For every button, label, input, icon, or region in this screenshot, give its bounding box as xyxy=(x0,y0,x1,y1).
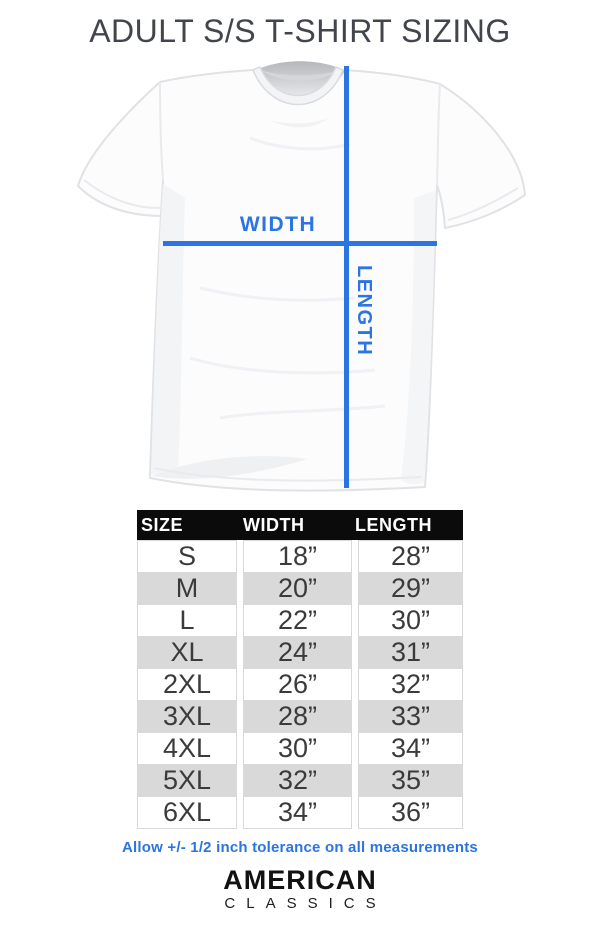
size-cell: 5XL xyxy=(137,764,237,797)
length-cell: 31” xyxy=(358,636,463,669)
size-table-header xyxy=(137,510,463,540)
length-cell: 36” xyxy=(358,796,463,829)
length-cell: 32” xyxy=(358,668,463,701)
shirt-body-path xyxy=(78,66,525,491)
length-cell: 30” xyxy=(358,604,463,637)
tolerance-note: Allow +/- 1/2 inch tolerance on all measurements xyxy=(122,839,478,856)
width-cell: 24” xyxy=(243,636,352,669)
page-title: ADULT S/S T-SHIRT SIZING xyxy=(89,13,511,49)
size-cell: 6XL xyxy=(137,796,237,829)
header-length: LENGTH xyxy=(355,515,432,535)
size-cell: 2XL xyxy=(137,668,237,701)
table-row xyxy=(137,604,463,636)
header-size: SIZE xyxy=(141,515,184,535)
width-cell: 18” xyxy=(243,540,352,573)
size-cell: S xyxy=(137,540,237,573)
length-cell: 29” xyxy=(358,572,463,605)
tshirt-illustration xyxy=(70,58,530,506)
table-row xyxy=(137,764,463,796)
size-cell: 4XL xyxy=(137,732,237,765)
length-measure-line xyxy=(344,66,349,488)
width-measure-line xyxy=(163,241,437,246)
header-width: WIDTH xyxy=(243,515,305,535)
table-row xyxy=(137,572,463,604)
width-cell: 28” xyxy=(243,700,352,733)
length-cell: 28” xyxy=(358,540,463,573)
size-table xyxy=(137,510,463,828)
length-label: LENGTH xyxy=(353,265,375,357)
width-cell: 34” xyxy=(243,796,352,829)
brand-logo xyxy=(0,865,600,913)
width-cell: 22” xyxy=(243,604,352,637)
size-cell: L xyxy=(137,604,237,637)
table-row xyxy=(137,732,463,764)
length-cell: 35” xyxy=(358,764,463,797)
size-cell: M xyxy=(137,572,237,605)
brand-line2: CLASSICS xyxy=(224,895,387,912)
table-row xyxy=(137,668,463,700)
table-row xyxy=(137,540,463,572)
width-cell: 20” xyxy=(243,572,352,605)
width-cell: 26” xyxy=(243,668,352,701)
width-label: WIDTH xyxy=(239,213,317,236)
tshirt-image xyxy=(70,58,530,506)
length-cell: 33” xyxy=(358,700,463,733)
table-row xyxy=(137,796,463,828)
length-cell: 34” xyxy=(358,732,463,765)
width-cell: 30” xyxy=(243,732,352,765)
brand-line1: AMERICAN xyxy=(223,865,377,895)
size-table-body xyxy=(137,540,463,828)
table-row xyxy=(137,636,463,668)
table-row xyxy=(137,700,463,732)
width-cell: 32” xyxy=(243,764,352,797)
size-cell: XL xyxy=(137,636,237,669)
size-cell: 3XL xyxy=(137,700,237,733)
